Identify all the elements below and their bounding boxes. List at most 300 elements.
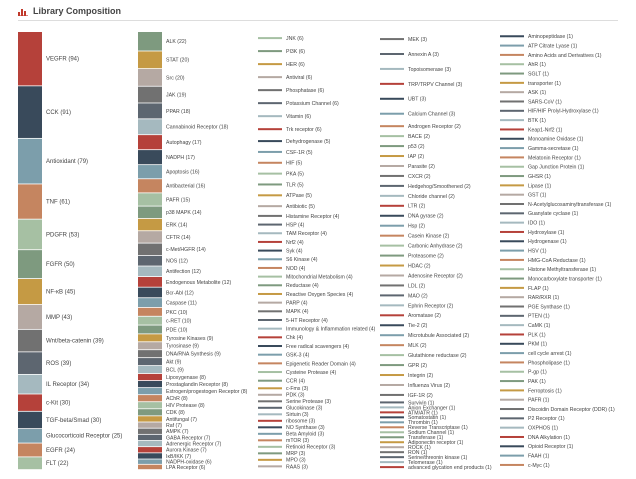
swatch-3-31[interactable] — [380, 374, 404, 376]
swatch-2-45[interactable] — [258, 452, 282, 454]
swatch-2-9[interactable] — [258, 151, 282, 153]
swatch-3-14[interactable] — [380, 205, 404, 207]
swatch-2-26[interactable] — [258, 310, 282, 312]
swatch-4-0[interactable] — [500, 35, 524, 37]
swatch-3-41[interactable] — [380, 436, 404, 438]
category-label-1-9: Antibacterial (16) — [166, 183, 206, 190]
category-label-3-22: LDL (2) — [408, 283, 426, 290]
swatch-4-43[interactable] — [500, 436, 524, 438]
swatch-2-47[interactable] — [258, 465, 282, 467]
category-label-0-2: Antioxidant (79) — [46, 159, 89, 166]
category-label-2-18: Nrf2 (4) — [286, 239, 304, 246]
swatch-3-17[interactable] — [380, 235, 404, 237]
category-label-1-42: LPA Receptor (6) — [166, 464, 206, 471]
category-label-2-12: TLR (5) — [286, 182, 304, 189]
swatch-0-7[interactable] — [18, 305, 42, 329]
swatch-1-8[interactable] — [138, 165, 162, 178]
category-label-1-25: DNA/RNA Synthesis (9) — [166, 351, 221, 358]
swatch-4-4[interactable] — [500, 73, 524, 75]
swatch-2-21[interactable] — [258, 267, 282, 269]
swatch-2-10[interactable] — [258, 162, 282, 164]
swatch-4-37[interactable] — [500, 380, 524, 382]
category-label-2-45: MRP (3) — [286, 451, 306, 458]
swatch-3-26[interactable] — [380, 324, 404, 326]
swatch-4-25[interactable] — [500, 268, 524, 270]
category-label-4-19: Guanylate cyclase (1) — [528, 211, 579, 218]
category-label-3-23: MAO (2) — [408, 293, 428, 300]
swatch-3-28[interactable] — [380, 344, 404, 346]
swatch-1-10[interactable] — [138, 193, 162, 205]
category-label-3-46: Telomerase (1) — [408, 460, 443, 467]
swatch-0-9[interactable] — [18, 352, 42, 374]
category-label-2-39: Sirtuin (3) — [286, 412, 309, 419]
swatch-4-23[interactable] — [500, 250, 524, 252]
swatch-3-23[interactable] — [380, 294, 404, 296]
category-label-4-4: SGLT (1) — [528, 71, 549, 78]
category-label-4-17: GST (1) — [528, 192, 547, 199]
category-label-4-36: P-gp (1) — [528, 369, 547, 376]
category-label-4-42: OXPHOS (1) — [528, 425, 558, 432]
category-label-3-37: Somatostatin (1) — [408, 415, 447, 422]
category-label-4-37: PAK (1) — [528, 378, 546, 385]
category-label-2-28: Immunology & Inflammation related (4) — [286, 326, 376, 333]
swatch-2-40[interactable] — [258, 420, 282, 422]
category-label-1-20: PKC (10) — [166, 309, 188, 316]
swatch-4-19[interactable] — [500, 212, 524, 214]
swatch-3-46[interactable] — [380, 461, 404, 463]
swatch-3-18[interactable] — [380, 245, 404, 247]
swatch-2-39[interactable] — [258, 413, 282, 415]
category-label-1-15: NOS (12) — [166, 258, 188, 265]
category-label-3-20: HDAC (2) — [408, 263, 431, 270]
category-label-3-43: ROCK (1) — [408, 445, 431, 452]
swatch-2-18[interactable] — [258, 241, 282, 243]
swatch-3-22[interactable] — [380, 284, 404, 286]
swatch-2-4[interactable] — [258, 89, 282, 91]
swatch-1-15[interactable] — [138, 256, 162, 266]
swatch-4-16[interactable] — [500, 184, 524, 186]
category-label-4-23: HSV (1) — [528, 248, 547, 255]
swatch-4-32[interactable] — [500, 333, 524, 335]
swatch-2-8[interactable] — [258, 140, 282, 142]
category-label-4-21: Hydroxylase (1) — [528, 229, 565, 236]
swatch-1-40[interactable] — [138, 453, 162, 458]
swatch-3-44[interactable] — [380, 451, 404, 453]
swatch-3-16[interactable] — [380, 225, 404, 227]
swatch-0-3[interactable] — [18, 184, 42, 218]
category-label-1-10: PAFR (15) — [166, 197, 191, 204]
category-label-1-1: STAT (20) — [166, 57, 190, 64]
swatch-4-28[interactable] — [500, 296, 524, 298]
category-label-1-0: ALK (22) — [166, 39, 187, 46]
swatch-2-41[interactable] — [258, 426, 282, 428]
category-label-2-20: S6 Kinase (4) — [286, 257, 318, 264]
swatch-1-17[interactable] — [138, 277, 162, 287]
category-label-2-19: Syk (4) — [286, 248, 303, 255]
swatch-4-21[interactable] — [500, 231, 524, 233]
swatch-4-12[interactable] — [500, 147, 524, 149]
swatch-3-45[interactable] — [380, 456, 404, 458]
category-label-4-45: FAAH (1) — [528, 453, 550, 460]
swatch-3-1[interactable] — [380, 53, 404, 55]
swatch-4-1[interactable] — [500, 45, 524, 47]
swatch-3-2[interactable] — [380, 68, 404, 70]
category-label-3-12: Hedgehog/Smoothened (2) — [408, 183, 471, 190]
swatch-3-20[interactable] — [380, 265, 404, 267]
swatch-2-37[interactable] — [258, 400, 282, 402]
swatch-2-25[interactable] — [258, 302, 282, 304]
category-label-4-13: Melatonin Receptor (1) — [528, 155, 581, 162]
category-label-1-3: JAK (19) — [166, 92, 187, 99]
swatch-3-34[interactable] — [380, 401, 404, 403]
swatch-1-6[interactable] — [138, 135, 162, 149]
swatch-0-1[interactable] — [18, 86, 42, 138]
swatch-1-16[interactable] — [138, 266, 162, 276]
category-label-4-18: N-Acetylglucosaminyltransferase (1) — [528, 201, 612, 208]
category-label-1-4: PPAR (18) — [166, 108, 191, 115]
swatch-2-13[interactable] — [258, 194, 282, 196]
swatch-2-6[interactable] — [258, 115, 282, 117]
swatch-2-15[interactable] — [258, 215, 282, 217]
swatch-4-26[interactable] — [500, 278, 524, 280]
category-label-0-4: PDGFR (53) — [46, 232, 80, 239]
category-label-3-11: CXCR (2) — [408, 173, 431, 180]
category-label-3-13: Chloride channel (2) — [408, 193, 455, 200]
swatch-3-6[interactable] — [380, 125, 404, 127]
swatch-0-10[interactable] — [18, 375, 42, 394]
category-label-2-47: RAAS (3) — [286, 464, 308, 471]
swatch-4-20[interactable] — [500, 222, 524, 224]
swatch-1-2[interactable] — [138, 69, 162, 86]
swatch-2-12[interactable] — [258, 183, 282, 185]
swatch-4-44[interactable] — [500, 445, 524, 447]
swatch-1-35[interactable] — [138, 422, 162, 427]
swatch-1-12[interactable] — [138, 219, 162, 231]
swatch-4-5[interactable] — [500, 82, 524, 84]
category-label-4-20: IDO (1) — [528, 220, 546, 227]
swatch-3-30[interactable] — [380, 364, 404, 366]
category-label-1-26: Akt (9) — [166, 359, 182, 366]
swatch-4-30[interactable] — [500, 315, 524, 317]
swatch-2-24[interactable] — [258, 293, 282, 295]
swatch-4-33[interactable] — [500, 343, 524, 345]
category-label-2-1: PI3K (6) — [286, 49, 306, 56]
swatch-2-33[interactable] — [258, 371, 282, 373]
category-label-1-31: AChR (8) — [166, 396, 188, 403]
swatch-1-21[interactable] — [138, 317, 162, 325]
category-label-4-40: Discoidin Domain Receptor (DDR) (1) — [528, 406, 615, 413]
category-label-0-8: Wnt/beta-catenin (39) — [46, 338, 104, 345]
category-label-0-15: FLT (22) — [46, 461, 69, 468]
swatch-3-21[interactable] — [380, 274, 404, 276]
swatch-3-40[interactable] — [380, 431, 404, 433]
swatch-4-2[interactable] — [500, 54, 524, 56]
swatch-1-38[interactable] — [138, 441, 162, 446]
category-label-1-14: c-Met/HGFR (14) — [166, 247, 206, 254]
swatch-3-12[interactable] — [380, 185, 404, 187]
category-label-3-1: Annexin A (3) — [408, 51, 439, 58]
category-label-3-2: Topoisomerase (3) — [408, 66, 451, 73]
swatch-4-6[interactable] — [500, 91, 524, 93]
swatch-2-31[interactable] — [258, 354, 282, 356]
swatch-1-7[interactable] — [138, 150, 162, 164]
swatch-2-5[interactable] — [258, 102, 282, 104]
swatch-1-27[interactable] — [138, 366, 162, 373]
category-label-4-2: Amino Acids and Derivatives (1) — [528, 52, 602, 59]
category-label-3-25: Aromatase (2) — [408, 313, 441, 320]
swatch-1-29[interactable] — [138, 381, 162, 387]
swatch-3-9[interactable] — [380, 155, 404, 157]
swatch-1-4[interactable] — [138, 103, 162, 118]
swatch-4-7[interactable] — [500, 100, 524, 102]
swatch-4-40[interactable] — [500, 408, 524, 410]
category-label-1-19: Caspase (11) — [166, 300, 197, 307]
swatch-1-31[interactable] — [138, 395, 162, 401]
category-label-3-35: Anion Exchanger (1) — [408, 405, 456, 412]
swatch-2-35[interactable] — [258, 387, 282, 389]
swatch-1-37[interactable] — [138, 435, 162, 440]
swatch-3-36[interactable] — [380, 411, 404, 413]
category-label-3-14: LTR (2) — [408, 203, 426, 210]
category-label-0-0: VEGFR (94) — [46, 56, 80, 63]
swatch-0-14[interactable] — [18, 443, 42, 456]
swatch-2-3[interactable] — [258, 76, 282, 78]
swatch-2-29[interactable] — [258, 336, 282, 338]
swatch-3-37[interactable] — [380, 416, 404, 418]
swatch-3-35[interactable] — [380, 406, 404, 408]
swatch-4-27[interactable] — [500, 287, 524, 289]
swatch-2-1[interactable] — [258, 50, 282, 52]
swatch-1-3[interactable] — [138, 87, 162, 103]
category-label-1-8: Apoptosis (16) — [166, 169, 200, 176]
swatch-2-42[interactable] — [258, 433, 282, 435]
category-label-3-6: Androgen Receptor (2) — [408, 124, 461, 131]
swatch-2-28[interactable] — [258, 328, 282, 330]
swatch-4-24[interactable] — [500, 259, 524, 261]
category-label-1-33: CDK (8) — [166, 410, 185, 417]
swatch-1-18[interactable] — [138, 288, 162, 298]
swatch-2-2[interactable] — [258, 63, 282, 65]
swatch-3-19[interactable] — [380, 255, 404, 257]
category-label-1-7: NADPH (17) — [166, 155, 195, 162]
swatch-2-27[interactable] — [258, 319, 282, 321]
swatch-2-14[interactable] — [258, 205, 282, 207]
swatch-3-24[interactable] — [380, 304, 404, 306]
category-label-1-17: Endogenous Metabolite (12) — [166, 279, 232, 286]
swatch-0-12[interactable] — [18, 412, 42, 429]
swatch-1-19[interactable] — [138, 298, 162, 307]
category-label-2-16: HSP (4) — [286, 222, 305, 229]
swatch-4-17[interactable] — [500, 194, 524, 196]
swatch-0-13[interactable] — [18, 429, 42, 443]
swatch-2-17[interactable] — [258, 232, 282, 234]
swatch-0-4[interactable] — [18, 220, 42, 250]
swatch-1-22[interactable] — [138, 325, 162, 333]
swatch-2-0[interactable] — [258, 37, 282, 39]
swatch-3-42[interactable] — [380, 441, 404, 443]
category-label-1-23: Tyrosine Kinases (9) — [166, 335, 214, 342]
category-label-1-40: IκB/IKK (7) — [166, 453, 192, 460]
swatch-1-13[interactable] — [138, 231, 162, 243]
swatch-4-15[interactable] — [500, 175, 524, 177]
swatch-1-42[interactable] — [138, 465, 162, 469]
category-label-3-47: advanced glycation end products (1) — [408, 465, 492, 472]
category-label-4-0: Aminopeptidase (1) — [528, 34, 573, 41]
category-label-4-32: PLK (1) — [528, 332, 546, 339]
category-label-2-25: PARP (4) — [286, 300, 308, 307]
swatch-4-22[interactable] — [500, 240, 524, 242]
swatch-1-28[interactable] — [138, 374, 162, 380]
swatch-4-14[interactable] — [500, 166, 524, 168]
swatch-4-11[interactable] — [500, 138, 524, 140]
category-label-3-10: Parasite (2) — [408, 163, 435, 170]
swatch-2-44[interactable] — [258, 446, 282, 448]
category-label-4-1: ATP Citrate Lyase (1) — [528, 43, 578, 50]
swatch-4-10[interactable] — [500, 128, 524, 130]
swatch-3-3[interactable] — [380, 83, 404, 85]
swatch-0-8[interactable] — [18, 330, 42, 352]
swatch-2-38[interactable] — [258, 407, 282, 409]
category-label-4-29: PGE Synthase (1) — [528, 304, 570, 311]
swatch-3-0[interactable] — [380, 38, 404, 40]
category-label-4-25: Histone Methyltransferase (1) — [528, 267, 597, 274]
swatch-2-20[interactable] — [258, 258, 282, 260]
category-label-1-34: Antifungal (7) — [166, 416, 197, 423]
category-label-2-10: HIF (5) — [286, 160, 303, 167]
category-label-3-34: Survivin (1) — [408, 400, 435, 407]
swatch-2-46[interactable] — [258, 459, 282, 461]
swatch-1-9[interactable] — [138, 179, 162, 192]
swatch-0-5[interactable] — [18, 250, 42, 278]
category-label-4-31: CaMK (1) — [528, 323, 551, 330]
swatch-2-34[interactable] — [258, 380, 282, 382]
category-label-3-21: Adenosine Receptor (2) — [408, 273, 463, 280]
swatch-4-42[interactable] — [500, 427, 524, 429]
category-label-3-42: Adiponectin receptor (1) — [408, 440, 464, 447]
swatch-4-8[interactable] — [500, 110, 524, 112]
swatch-3-5[interactable] — [380, 113, 404, 115]
swatch-2-30[interactable] — [258, 345, 282, 347]
swatch-4-36[interactable] — [500, 371, 524, 373]
category-label-1-36: AMPK (7) — [166, 429, 189, 436]
swatch-2-22[interactable] — [258, 276, 282, 278]
swatch-1-33[interactable] — [138, 409, 162, 415]
swatch-1-11[interactable] — [138, 206, 162, 218]
category-label-2-38: Glucokinase (3) — [286, 405, 323, 412]
swatch-3-7[interactable] — [380, 135, 404, 137]
swatch-3-4[interactable] — [380, 98, 404, 100]
category-label-2-0: JNK (6) — [286, 36, 304, 42]
swatch-4-13[interactable] — [500, 156, 524, 158]
swatch-1-20[interactable] — [138, 308, 162, 316]
swatch-3-11[interactable] — [380, 175, 404, 177]
swatch-1-25[interactable] — [138, 350, 162, 357]
swatch-3-43[interactable] — [380, 446, 404, 448]
swatch-1-14[interactable] — [138, 244, 162, 256]
category-label-4-15: GHSR (1) — [528, 173, 551, 180]
swatch-1-39[interactable] — [138, 447, 162, 452]
swatch-1-32[interactable] — [138, 402, 162, 408]
swatch-4-18[interactable] — [500, 203, 524, 205]
swatch-1-30[interactable] — [138, 388, 162, 394]
swatch-2-36[interactable] — [258, 394, 282, 396]
swatch-1-41[interactable] — [138, 459, 162, 463]
swatch-4-34[interactable] — [500, 352, 524, 354]
swatch-1-36[interactable] — [138, 429, 162, 434]
swatch-0-2[interactable] — [18, 139, 42, 184]
swatch-4-38[interactable] — [500, 389, 524, 391]
swatch-0-11[interactable] — [18, 394, 42, 411]
swatch-3-39[interactable] — [380, 426, 404, 428]
swatch-3-25[interactable] — [380, 314, 404, 316]
category-label-1-21: c-RET (10) — [166, 318, 192, 325]
swatch-4-46[interactable] — [500, 464, 524, 466]
swatch-4-41[interactable] — [500, 417, 524, 419]
swatch-3-10[interactable] — [380, 165, 404, 167]
swatch-3-38[interactable] — [380, 421, 404, 423]
swatch-1-1[interactable] — [138, 51, 162, 68]
category-label-3-24: Ephrin Receptor (2) — [408, 303, 454, 310]
swatch-4-39[interactable] — [500, 399, 524, 401]
swatch-1-26[interactable] — [138, 358, 162, 365]
category-label-0-9: ROS (39) — [46, 361, 72, 368]
swatch-4-9[interactable] — [500, 119, 524, 121]
category-label-4-10: Keap1-Nrf2 (1) — [528, 127, 563, 134]
category-label-1-39: Aurora Kinase (7) — [166, 447, 207, 454]
category-label-2-15: Histamine Receptor (4) — [286, 213, 340, 220]
swatch-2-16[interactable] — [258, 224, 282, 226]
swatch-2-32[interactable] — [258, 362, 282, 364]
swatch-2-19[interactable] — [258, 250, 282, 252]
swatch-3-15[interactable] — [380, 215, 404, 217]
swatch-2-23[interactable] — [258, 284, 282, 286]
category-label-1-30: Estrogen/progestogen Receptor (8) — [166, 389, 248, 396]
swatch-3-29[interactable] — [380, 354, 404, 356]
swatch-0-6[interactable] — [18, 279, 42, 304]
swatch-0-0[interactable] — [18, 32, 42, 85]
swatch-3-27[interactable] — [380, 334, 404, 336]
category-label-1-5: Cannabinoid Receptor (18) — [166, 124, 229, 131]
swatch-2-43[interactable] — [258, 439, 282, 441]
category-label-1-13: CFTR (14) — [166, 234, 191, 241]
swatch-1-23[interactable] — [138, 334, 162, 341]
swatch-4-31[interactable] — [500, 324, 524, 326]
category-label-4-35: Phospholipase (1) — [528, 360, 570, 367]
swatch-3-32[interactable] — [380, 384, 404, 386]
swatch-3-13[interactable] — [380, 195, 404, 197]
category-label-1-41: NADPH-oxidase (6) — [166, 459, 212, 466]
category-label-3-4: UBT (3) — [408, 96, 427, 103]
swatch-1-34[interactable] — [138, 416, 162, 421]
category-label-2-32: Epigenetic Reader Domain (4) — [286, 361, 356, 368]
swatch-1-24[interactable] — [138, 342, 162, 349]
swatch-4-3[interactable] — [500, 63, 524, 65]
swatch-4-35[interactable] — [500, 361, 524, 363]
swatch-4-45[interactable] — [500, 455, 524, 457]
category-label-3-30: GPR (2) — [408, 362, 428, 369]
category-label-2-41: NO Synthase (3) — [286, 425, 325, 432]
swatch-3-33[interactable] — [380, 394, 404, 396]
swatch-1-0[interactable] — [138, 32, 162, 51]
swatch-0-15[interactable] — [18, 457, 42, 469]
swatch-3-47[interactable] — [380, 466, 404, 468]
category-label-4-16: Lipase (1) — [528, 183, 552, 190]
swatch-2-11[interactable] — [258, 173, 282, 175]
swatch-3-8[interactable] — [380, 145, 404, 147]
swatch-4-29[interactable] — [500, 306, 524, 308]
swatch-2-7[interactable] — [258, 128, 282, 130]
swatch-1-5[interactable] — [138, 119, 162, 134]
